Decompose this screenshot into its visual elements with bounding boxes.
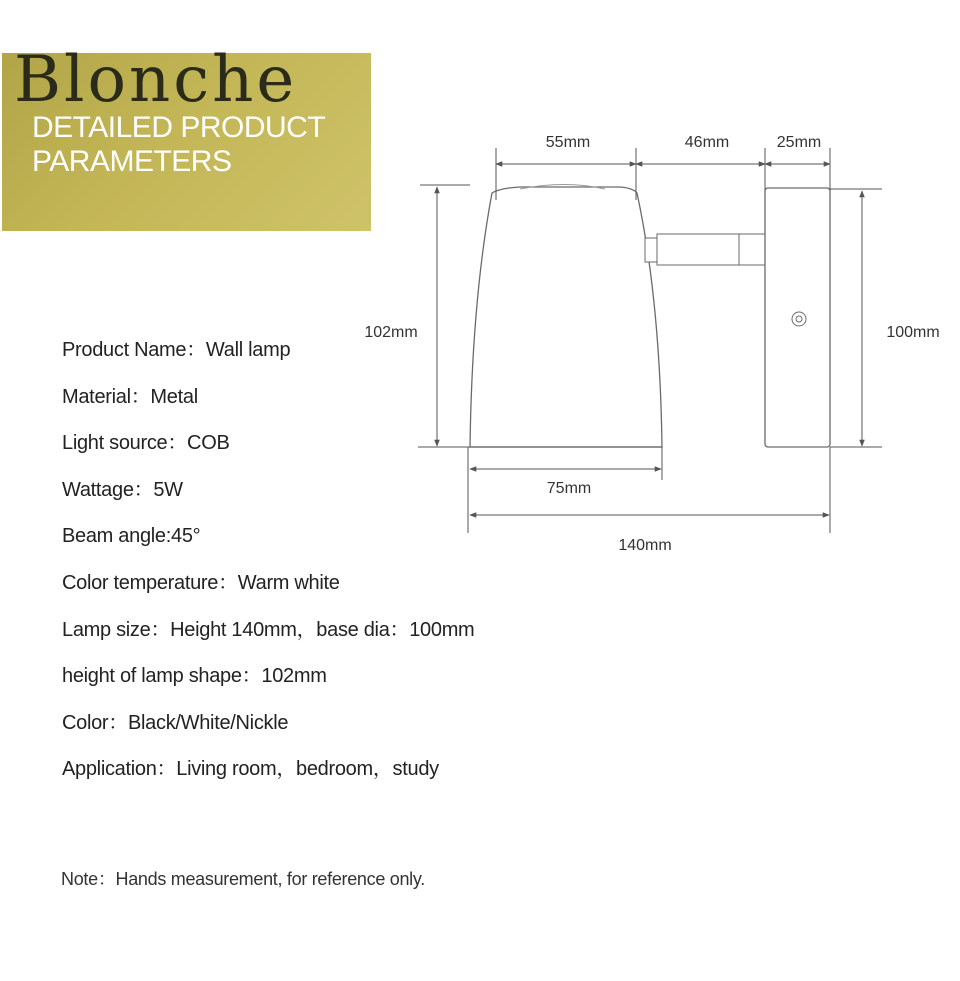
spec-color: Color：Black/White/Nickle [62,711,289,734]
brand-logo: Blonche [14,43,298,117]
spec-product-name: Product Name：Wall lamp [62,339,291,361]
brand-banner [2,43,371,231]
spec-color-temperature: Color temperature：Warm white [62,571,340,594]
dim-label-46mm: 46mm [684,134,730,151]
screw-icon [792,312,806,326]
dim-label-140mm: 140mm [618,537,672,554]
spec-lamp-shape-height: height of lamp shape：102mm [62,665,327,688]
dimension-diagram [350,120,940,570]
lamp-arm [645,234,765,265]
measurement-note: Note：Hands measurement, for reference only. [61,869,425,889]
banner-heading-line2: PARAMETERS [32,145,232,178]
spec-material: Material：Metal [62,385,198,408]
dim-label-55mm: 55mm [545,134,591,151]
dim-label-102mm: 102mm [364,324,418,341]
spec-beam-angle: Beam angle:45° [62,525,201,548]
wall-base [765,188,830,447]
dim-label-25mm: 25mm [776,134,822,151]
spec-application: Application：Living room，bedroom，study [62,758,439,781]
spec-wattage: Wattage：5W [62,478,183,501]
spec-light-source: Light source：COB [62,432,230,455]
dim-label-75mm: 75mm [546,480,592,497]
banner-heading-line1: DETAILED PRODUCT [32,111,326,144]
spec-lamp-size: Lamp size：Height 140mm，base dia：100mm [62,618,475,641]
dim-label-100mm: 100mm [886,324,940,341]
lamp-shade [470,187,662,447]
